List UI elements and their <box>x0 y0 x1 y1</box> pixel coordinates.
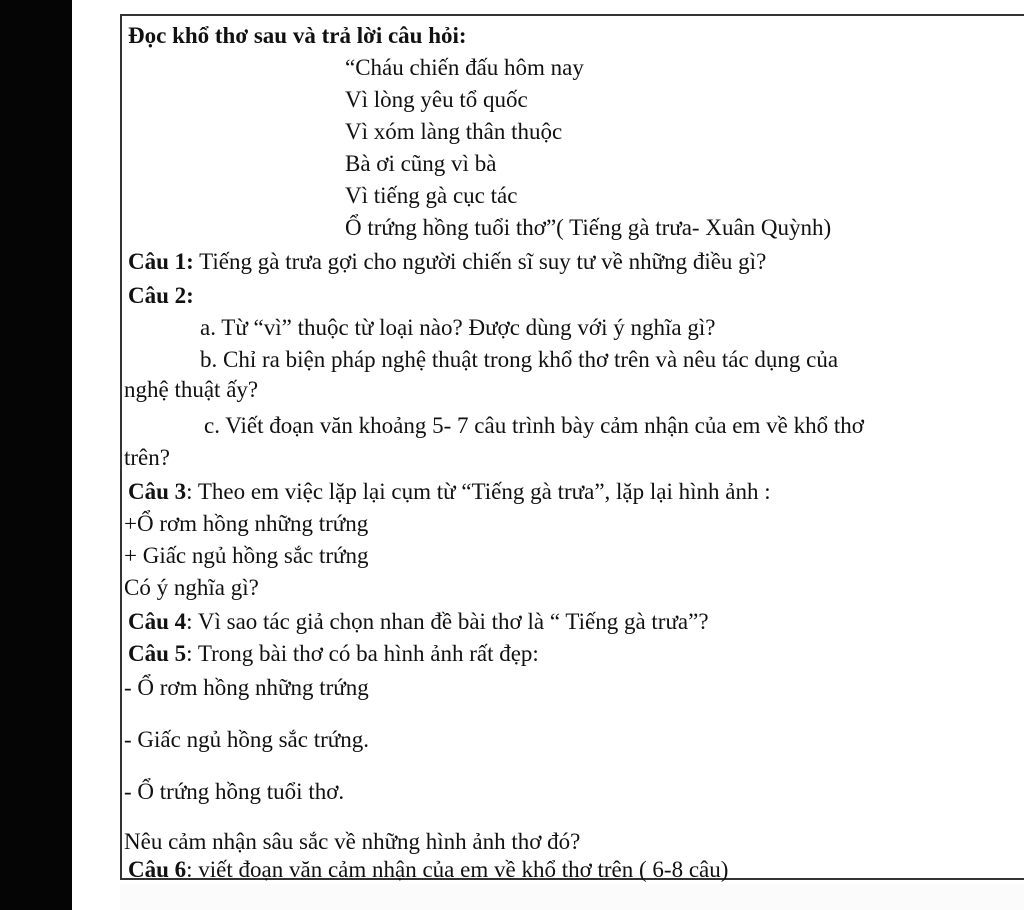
document-box <box>120 14 1024 880</box>
question-1 <box>128 248 766 276</box>
question-5-image-2: - Giấc ngủ hồng sắc trứng. <box>124 727 369 752</box>
question-2c-line-2: trên? <box>124 445 170 470</box>
question-2a: a. Từ “vì” thuộc từ loại nào? Được dùng với ý nghĩa gì? <box>200 315 716 340</box>
question-6-text: : viết đoạn văn cảm nhận của em về khổ thơ trên ( 6-8 câu) <box>186 857 729 882</box>
poem-line-5: Vì tiếng gà cục tác <box>345 183 518 208</box>
question-2-label: Câu 2: <box>128 283 194 308</box>
poem-line-3: Vì xóm làng thân thuộc <box>345 119 563 144</box>
poem-line-2: Vì lòng yêu tổ quốc <box>345 87 528 112</box>
question-1-text: Tiếng gà trưa gợi cho người chiến sĩ suy tư về những điều gì? <box>193 249 767 274</box>
question-2c-line-1: c. Viết đoạn văn khoảng 5- 7 câu trình bày cảm nhận của em về khổ thơ <box>204 413 864 438</box>
question-5-text: : Trong bài thơ có ba hình ảnh rất đẹp: <box>186 641 539 666</box>
question-4-label: Câu 4 <box>128 609 187 634</box>
question-5-label: Câu 5 <box>128 641 187 666</box>
question-1-label: Câu 1: <box>128 249 194 274</box>
question-3-line-1: +Ổ rơm hồng những trứng <box>124 511 369 536</box>
document-heading: Đọc khổ thơ sau và trả lời câu hỏi: <box>128 23 467 48</box>
question-4 <box>128 608 709 636</box>
poem-line-4: Bà ơi cũng vì bà <box>345 151 497 176</box>
question-5-ask: Nêu cảm nhận sâu sắc về những hình ảnh thơ đó? <box>124 829 581 854</box>
question-3-label: Câu 3 <box>128 479 187 504</box>
poem-line-1: “Cháu chiến đấu hôm nay <box>345 55 584 80</box>
poem-line-6: Ổ trứng hồng tuổi thơ”( Tiếng gà trưa- Xuân Quỳnh) <box>345 215 832 240</box>
question-5-image-3: - Ổ trứng hồng tuổi thơ. <box>124 779 345 804</box>
question-6-label: Câu 6 <box>128 857 187 882</box>
page-bottom-edge <box>120 884 1024 910</box>
question-2b-line-2: nghệ thuật ấy? <box>124 377 259 402</box>
question-3 <box>128 478 771 506</box>
question-3-line-3: Có ý nghĩa gì? <box>124 575 259 600</box>
question-4-text: : Vì sao tác giả chọn nhan đề bài thơ là “ Tiếng gà trưa”? <box>186 609 709 634</box>
question-5 <box>128 640 539 668</box>
question-6 <box>128 856 728 884</box>
question-2b-line-1: b. Chỉ ra biện pháp nghệ thuật trong khổ thơ trên và nêu tác dụng của <box>200 347 839 372</box>
question-3-line-2: + Giấc ngủ hồng sắc trứng <box>124 543 369 568</box>
left-dark-margin <box>0 0 72 910</box>
question-5-image-1: - Ổ rơm hồng những trứng <box>124 675 369 700</box>
question-3-text: : Theo em việc lặp lại cụm từ “Tiếng gà trưa”, lặp lại hình ảnh : <box>186 479 771 504</box>
